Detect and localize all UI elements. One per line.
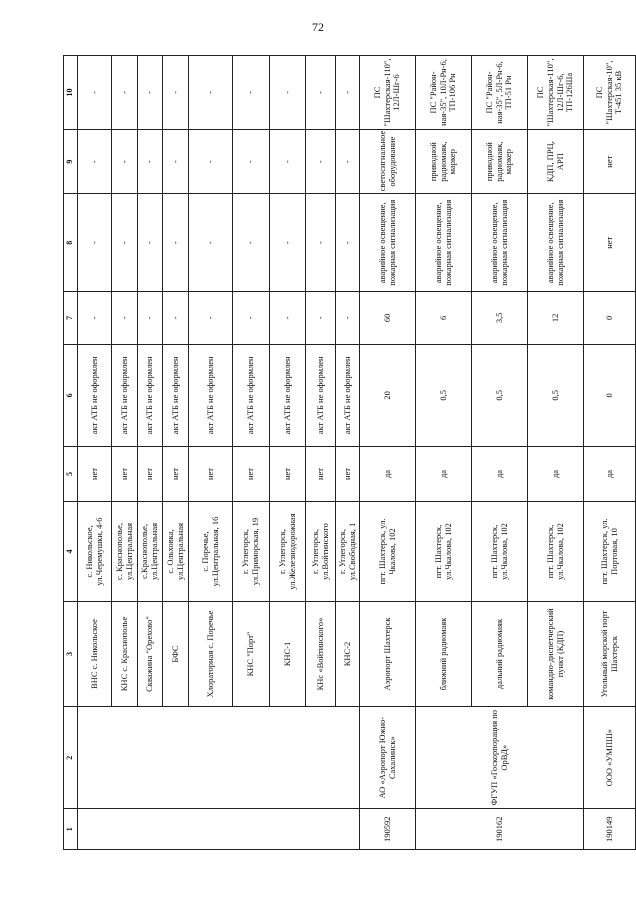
table-cell: нет <box>112 447 138 502</box>
table-cell: пгт. Шахтерск, ул.Чкалова, 102 <box>528 501 584 601</box>
rotated-table <box>63 55 635 850</box>
table-cell: Аэропорт Шахтерск <box>360 602 416 707</box>
table-cell: 0 <box>584 292 636 344</box>
table-cell: 6 <box>416 292 472 344</box>
table-cell: акт АТБ не оформлен <box>233 344 270 447</box>
table-cell: - <box>189 129 233 193</box>
header-cell: 6 <box>64 344 78 447</box>
table-cell: пгт. Шахтерск, ул.Чкалова, 102 <box>416 501 472 601</box>
table-cell: 3,5 <box>472 292 528 344</box>
table-cell: нет <box>584 129 636 193</box>
table-cell: - <box>270 292 306 344</box>
table-cell: акт АТБ не оформлен <box>112 344 138 447</box>
header-row <box>64 56 78 850</box>
table-cell: нет <box>233 447 270 502</box>
table-cell: - <box>336 292 360 344</box>
table-cell: акт АТБ не оформлен <box>138 344 163 447</box>
table-cell: нет <box>270 447 306 502</box>
table-cell: КНС "Порт" <box>233 602 270 707</box>
table-cell: - <box>112 129 138 193</box>
header-cell: 3 <box>64 602 78 707</box>
id-cell: 190592 <box>360 809 416 850</box>
org-cell: АО «Аэропорт Южно-Сахалинск» <box>360 706 416 809</box>
table-cell: пгт. Шахтерск, ул. Портовая, 10 <box>584 501 636 601</box>
table-cell: акт АТБ не оформлен <box>306 344 336 447</box>
table-cell: 0 <box>584 344 636 447</box>
table-cell: - <box>336 129 360 193</box>
page-number: 72 <box>312 20 324 34</box>
table-cell: г. Углегорск, ул.Железнодорожная <box>270 501 306 601</box>
rotated-table-wrapper <box>63 55 635 850</box>
table-cell: с. Ольховка, ул.Центральная <box>163 501 189 601</box>
table-cell: ВНС с. Никольское <box>78 602 112 707</box>
table-cell: 12 <box>528 292 584 344</box>
table-cell: 0,5 <box>416 344 472 447</box>
table-cell: - <box>270 56 306 130</box>
table-cell: Хлораторная с. Поречье <box>189 602 233 707</box>
table-cell: с. Никольское, ул.Черемушки, 4-6 <box>78 501 112 601</box>
table-cell: - <box>306 56 336 130</box>
table-cell: Скважина "Орехово" <box>138 602 163 707</box>
table-cell: акт АТБ не оформлен <box>336 344 360 447</box>
table-cell: - <box>336 194 360 292</box>
table-cell: КНС-1 <box>270 602 306 707</box>
table-cell: пгт. Шахтерск, ул.Чкалова, 102 <box>472 501 528 601</box>
header-cell: 8 <box>64 194 78 292</box>
table-cell: нет <box>336 447 360 502</box>
table-cell: с. Краснополье, ул.Центральная <box>112 501 138 601</box>
table-cell: г. Углегорск, ул.Войтинского <box>306 501 336 601</box>
id-cell <box>78 809 360 850</box>
table-cell: ПС "Район-ная-35", 5Л-Рн-6, ТП-51 Рн <box>472 56 528 130</box>
table-cell: ПС "Район-ная-35", 10Л-Рн-6, ТП-106 Рн <box>416 56 472 130</box>
header-cell: 2 <box>64 706 78 809</box>
table-cell: - <box>138 56 163 130</box>
table-cell: - <box>163 129 189 193</box>
table-cell: нет <box>78 447 112 502</box>
table-cell: - <box>189 194 233 292</box>
table-cell: - <box>78 56 112 130</box>
table-cell: командно-диспетчерский пункт (КДП) <box>528 602 584 707</box>
table-cell: аварийное освещение, пожарная сигнализация <box>528 194 584 292</box>
table-cell: - <box>306 129 336 193</box>
table-cell: 0,5 <box>472 344 528 447</box>
table-cell: г. Углегорск, ул.Приморская, 19 <box>233 501 270 601</box>
id-cell: 190162 <box>416 809 584 850</box>
table-cell: 20 <box>360 344 416 447</box>
table-cell: приводной радиомаяк, маркер <box>416 129 472 193</box>
table-cell: нет <box>306 447 336 502</box>
table-cell: - <box>112 194 138 292</box>
table-row <box>416 56 472 850</box>
table-cell: да <box>416 447 472 502</box>
table-cell: нет <box>163 447 189 502</box>
table-cell: г. Углегорск, ул.Свободная, 1 <box>336 501 360 601</box>
header-cell: 9 <box>64 129 78 193</box>
table-cell: - <box>78 194 112 292</box>
table-cell: - <box>112 292 138 344</box>
table-cell: дальний радиомаяк <box>472 602 528 707</box>
table-cell: Угольный морской порт Шахтерск <box>584 602 636 707</box>
table-cell: акт АТБ не оформлен <box>189 344 233 447</box>
org-cell <box>78 706 360 809</box>
table-cell: акт АТБ не оформлен <box>270 344 306 447</box>
org-cell: ООО «УМПШ» <box>584 706 636 809</box>
table-cell: пгт. Шахтерск, ул. Чкалова, 102 <box>360 501 416 601</box>
table-cell: 60 <box>360 292 416 344</box>
table-cell: аварийное освещение, пожарная сигнализация <box>416 194 472 292</box>
table-cell: аварийное освещение, пожарная сигнализация <box>472 194 528 292</box>
table-cell: - <box>233 56 270 130</box>
table-cell: приводной радиомаяк, маркер <box>472 129 528 193</box>
table-cell: - <box>138 194 163 292</box>
table-row <box>78 56 112 850</box>
table-cell: - <box>138 292 163 344</box>
table-cell: - <box>270 194 306 292</box>
table-cell: ПС "Шахтерская-10", Т-451 35 кВ <box>584 56 636 130</box>
table-cell: - <box>112 56 138 130</box>
table-cell: КДП, ПРЦ, АРП <box>528 129 584 193</box>
table-cell: - <box>163 292 189 344</box>
header-cell: 7 <box>64 292 78 344</box>
table-cell: БФС <box>163 602 189 707</box>
table-cell: КНС с. Краснополье <box>112 602 138 707</box>
table-cell: - <box>189 292 233 344</box>
table-cell: светосигнальное оборудование <box>360 129 416 193</box>
table-cell: нет <box>189 447 233 502</box>
table-cell: ближний радиомаяк <box>416 602 472 707</box>
table-cell: КНС-2 <box>336 602 360 707</box>
table-cell: - <box>306 292 336 344</box>
table-cell: с.Краснополье, ул.Центральная <box>138 501 163 601</box>
table-cell: - <box>163 56 189 130</box>
table-cell: - <box>306 194 336 292</box>
table-cell: - <box>233 292 270 344</box>
table-cell: ПС "Шахтерская-110", 12Л-Шг-6, ТП-126Ша <box>528 56 584 130</box>
table-cell: да <box>584 447 636 502</box>
table-cell: с. Поречье, ул.Центральная, 16 <box>189 501 233 601</box>
header-cell: 10 <box>64 56 78 130</box>
header-cell: 1 <box>64 809 78 850</box>
table-cell: - <box>138 129 163 193</box>
table-cell: акт АТБ не оформлен <box>78 344 112 447</box>
table-cell: ПС "Шахтерская-110", 12Л-Шг-6 <box>360 56 416 130</box>
table-cell: 0,5 <box>528 344 584 447</box>
org-cell: ФГУП «Госкорпорация по ОрВД» <box>416 706 584 809</box>
table-cell: КНс «Войтинского» <box>306 602 336 707</box>
table-cell: - <box>336 56 360 130</box>
table-cell: - <box>270 129 306 193</box>
table-cell: - <box>78 129 112 193</box>
table-cell: нет <box>584 194 636 292</box>
table-cell: - <box>233 129 270 193</box>
header-cell: 4 <box>64 501 78 601</box>
table-row <box>360 56 416 850</box>
table-cell: - <box>163 194 189 292</box>
table-cell: акт АТБ не оформлен <box>163 344 189 447</box>
table-cell: - <box>189 56 233 130</box>
table-cell: - <box>233 194 270 292</box>
table-cell: - <box>78 292 112 344</box>
table-row <box>584 56 636 850</box>
table-cell: аварийное освещение, пожарная сигнализация <box>360 194 416 292</box>
facilities-table <box>63 55 636 850</box>
id-cell: 190149 <box>584 809 636 850</box>
table-cell: да <box>528 447 584 502</box>
table-cell: да <box>360 447 416 502</box>
table-cell: нет <box>138 447 163 502</box>
header-cell: 5 <box>64 447 78 502</box>
table-cell: да <box>472 447 528 502</box>
